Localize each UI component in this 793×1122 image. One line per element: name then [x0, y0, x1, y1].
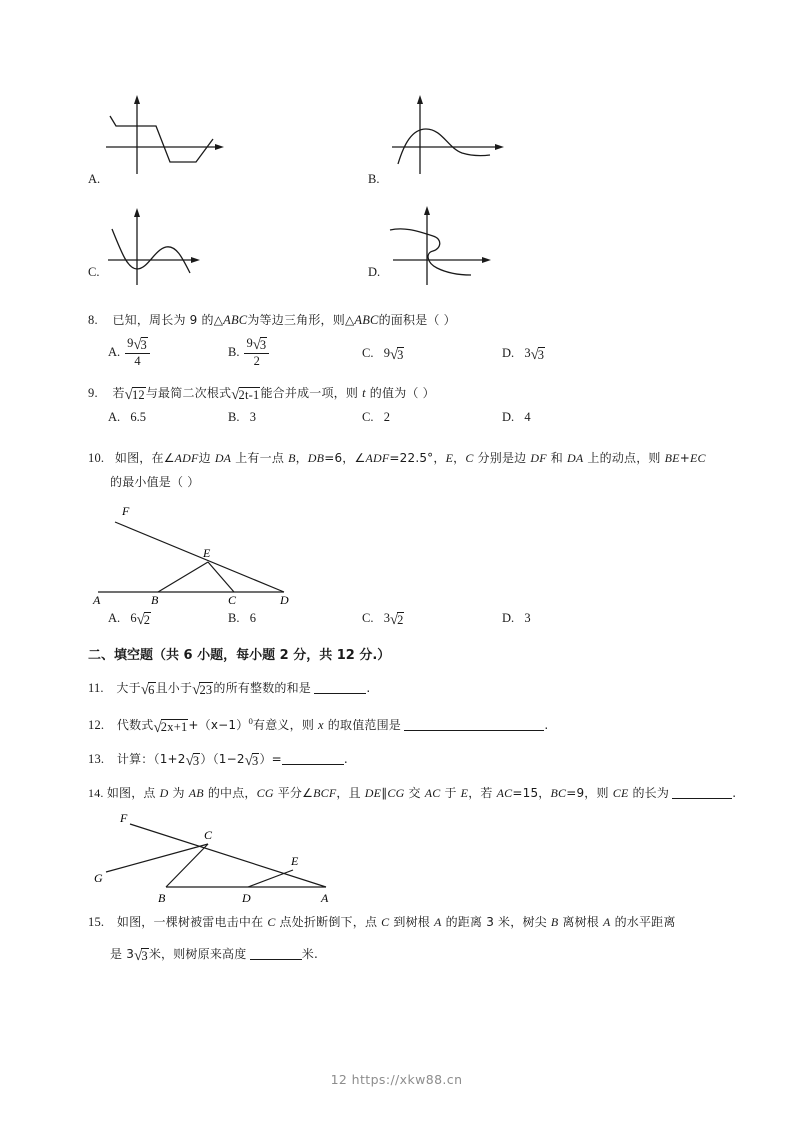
q10-label-D: D	[280, 593, 289, 605]
q10-label-E: E	[203, 546, 211, 560]
math-symbol: AC	[496, 786, 513, 800]
q10-opt-c-root: 2	[397, 612, 404, 627]
q9-option-d-value: 4	[524, 410, 531, 424]
q8-opt-b-num-coef: 9	[246, 336, 253, 350]
math-symbol: C	[381, 915, 390, 929]
stem-text: 于	[440, 786, 461, 800]
q11-radical-1: 6	[148, 682, 155, 697]
q8-option-a-label: A.	[108, 344, 121, 359]
q14-label-G: G	[94, 871, 103, 885]
stem-text: ，且	[336, 786, 365, 800]
q14-number: 14.	[88, 786, 104, 800]
q9-variable: t	[362, 386, 366, 400]
q10-label-A: A	[93, 593, 101, 605]
q8-opt-c-root: 3	[397, 347, 404, 362]
page-footer-watermark: 12 https://xkw88.cn	[330, 1072, 463, 1087]
stem-text: 上的动点，则	[583, 451, 665, 465]
q14-label-B: B	[158, 891, 166, 905]
q14-label-C: C	[204, 828, 213, 842]
q14-label-E: E	[291, 854, 299, 868]
q10-opt-b-value: 6	[249, 611, 256, 625]
stem-text: ，若	[468, 786, 497, 800]
q11-text-b: 且小于	[155, 681, 193, 695]
q10-label-F: F	[122, 505, 130, 518]
q12-radical-1: 2x+1	[160, 719, 188, 734]
q9-option-a-label: A.	[108, 410, 121, 424]
question-10-stem-line2	[110, 472, 199, 492]
q9-radical-2: 2t-1	[238, 387, 260, 402]
q12-exponent: 0	[248, 716, 254, 726]
q7-option-b-label: B.	[368, 172, 380, 186]
question-11: 11. 大于√6且小于√23的所有整数的和是 .	[88, 678, 370, 700]
q10-stem-line1-text	[115, 451, 706, 465]
question-10-stem-line1	[88, 448, 706, 468]
q14-label-A: A	[321, 891, 329, 905]
stem-text: ，	[453, 451, 466, 465]
q12-text-e: .	[544, 718, 549, 733]
q9-option-b[interactable]	[228, 410, 256, 425]
q10-opt-c-coef: 3	[383, 611, 390, 625]
q9-option-b-value: 3	[249, 410, 256, 424]
q10-option-d[interactable]	[502, 611, 531, 626]
q9-option-c-label: C.	[362, 410, 374, 424]
stem-text: =15，	[512, 786, 551, 800]
q12-variable: x	[318, 718, 324, 733]
q13-text-a: 计算：（1+2	[116, 752, 186, 766]
stem-text: 点处折断倒下，点	[275, 915, 382, 929]
q15-line2-c: 米.	[301, 947, 318, 961]
q9-text-b: 与最简二次根式	[145, 386, 232, 400]
stem-text: 的水平距离	[610, 915, 676, 929]
q9-text-c: 能合并成一项，则	[260, 386, 363, 400]
q14-label-F: F	[120, 812, 128, 825]
math-symbol: DA	[567, 451, 584, 465]
math-symbol: DA	[214, 451, 232, 465]
math-symbol: E	[445, 451, 454, 465]
q10-option-d-label: D.	[502, 611, 515, 625]
math-symbol: B	[288, 451, 296, 465]
question-13: 13. 计算：（1+2√3）（1−2√3）= .	[88, 749, 348, 771]
math-symbol: AC	[424, 786, 441, 800]
q8-abc-2: ABC	[354, 313, 379, 327]
math-symbol: BCF	[313, 786, 337, 800]
stem-text: 如图，在∠	[114, 451, 175, 465]
q12-text-b: +（x−1）	[188, 718, 249, 733]
q10-label-C: C	[228, 593, 237, 605]
q14-figure	[88, 812, 408, 917]
math-symbol: C	[267, 915, 276, 929]
q9-option-d[interactable]	[502, 410, 531, 425]
q11-text-c: 的所有整数的和是	[213, 681, 311, 695]
q10-option-c[interactable]: C. 3√2	[362, 611, 404, 629]
stem-text: ，	[295, 451, 308, 465]
q8-option-c-label: C.	[362, 346, 374, 360]
q14-stem-text	[107, 786, 669, 800]
q12-text-d: 的取值范围是	[323, 718, 402, 733]
q15-number: 15.	[88, 915, 105, 929]
q9-text-a: 若	[112, 386, 125, 400]
question-15-line2: 是 3√3米，则树原来高度 米.	[110, 947, 318, 965]
q13-number: 13.	[88, 752, 105, 766]
q9-option-c[interactable]	[362, 410, 390, 425]
q8-opt-d-coef: 3	[524, 346, 531, 360]
q13-text-b: ）（1−2	[200, 752, 245, 766]
stem-text: 离树根	[558, 915, 604, 929]
q7-option-b-graph	[390, 92, 520, 177]
q15-line2-radical: 3	[141, 948, 148, 963]
q14-answer-blank[interactable]	[672, 786, 732, 798]
stem-text: 交	[404, 786, 425, 800]
q15-line2-b: 米，则树原来高度	[148, 947, 247, 961]
q8-option-d-label: D.	[502, 346, 515, 360]
q11-text-d: .	[366, 681, 371, 695]
q7-option-c-label: C.	[88, 265, 100, 279]
q10-opt-d-value: 3	[524, 611, 531, 625]
question-8-stem	[88, 310, 456, 330]
q9-text-d: 的值为（ ）	[365, 386, 435, 400]
q8-stem-part2: 为等边三角形，则△	[247, 313, 355, 327]
q7-option-d-graph	[385, 205, 515, 287]
q9-option-b-label: B.	[228, 410, 240, 424]
math-symbol: E	[460, 786, 469, 800]
q10-option-a[interactable]: A. 6√2	[108, 611, 151, 629]
stem-text: 为	[168, 786, 189, 800]
q8-stem-part1: 已知，周长为 9 的△	[112, 313, 224, 327]
q13-radical-2: 3	[252, 753, 259, 768]
q9-option-a[interactable]	[108, 410, 146, 425]
question-9-stem: 9. 若√12与最简二次根式√2t-1能合并成一项，则 t 的值为（ ）	[88, 383, 435, 405]
q12-number: 12.	[88, 718, 105, 733]
math-symbol: B	[550, 915, 559, 929]
q8-number: 8.	[88, 313, 98, 327]
q8-option-b[interactable]: B. $\frac{9√3}{2}$	[228, 336, 270, 369]
q8-option-b-label: B.	[228, 344, 240, 359]
q13-text-c: ）=	[259, 752, 282, 766]
question-15-line1	[88, 912, 676, 932]
q15-line1-text	[117, 915, 676, 929]
q12-answer-blank[interactable]	[404, 718, 544, 731]
q9-option-c-value: 2	[383, 410, 390, 424]
math-symbol: AB	[188, 786, 204, 800]
q11-number: 11.	[88, 681, 104, 695]
stem-text: 如图，一棵树被雷电击中在	[116, 915, 268, 929]
q12-text-c: 有意义，则	[253, 718, 319, 733]
q12-text-a: 代数式	[116, 718, 154, 733]
q8-opt-a-denominator: 4	[134, 354, 141, 369]
q15-answer-blank[interactable]	[250, 947, 302, 960]
math-symbol: CG	[256, 786, 274, 800]
stem-text: 分别是边	[473, 451, 531, 465]
q13-answer-blank[interactable]	[282, 752, 344, 765]
math-symbol: DE	[364, 786, 382, 800]
q8-option-c[interactable]: C. 9√3	[362, 346, 404, 364]
stem-text: 边	[198, 451, 215, 465]
stem-text: 的长为	[628, 786, 670, 800]
q13-radical-1: 3	[192, 753, 200, 768]
q8-option-d[interactable]: D. 3√3	[502, 346, 545, 364]
q7-option-d-label: D.	[368, 265, 381, 279]
math-symbol: EC	[689, 451, 706, 465]
q9-radical-1: 12	[131, 387, 145, 402]
stem-text: =6，∠	[324, 451, 366, 465]
q15-line2-a: 是 3	[110, 947, 135, 961]
q11-text-a: 大于	[116, 681, 141, 695]
q10-option-c-label: C.	[362, 611, 374, 625]
q8-stem-part3: 的面积是（ ）	[378, 313, 456, 327]
math-symbol: ADF	[365, 451, 390, 465]
math-symbol: A	[434, 915, 442, 929]
q14-trailing: .	[732, 786, 737, 800]
q10-number: 10.	[88, 451, 105, 465]
q10-option-b[interactable]	[228, 611, 256, 626]
q8-opt-a-num-root: 3	[140, 337, 147, 352]
stem-text: 上有一点	[231, 451, 289, 465]
q8-opt-c-coef: 9	[383, 346, 390, 360]
stem-text: =9，则	[566, 786, 613, 800]
q10-opt-a-coef: 6	[130, 611, 137, 625]
math-symbol: DB	[307, 451, 325, 465]
q10-option-b-label: B.	[228, 611, 240, 625]
q9-number: 9.	[88, 386, 98, 400]
math-symbol: CE	[612, 786, 629, 800]
q11-radical-2: 23	[199, 682, 213, 697]
q14-label-D: D	[242, 891, 251, 905]
q8-option-a[interactable]: A. $\frac{9√3}{4}$	[108, 336, 151, 369]
math-symbol: ADF	[174, 451, 199, 465]
q10-option-a-label: A.	[108, 611, 121, 625]
stem-text: 和	[546, 451, 568, 465]
section-2-heading: 二、填空题（共 6 小题，每小题 2 分，共 12 分.）	[88, 648, 391, 663]
math-symbol: C	[465, 451, 474, 465]
math-symbol: DF	[530, 451, 547, 465]
q11-answer-blank[interactable]	[314, 681, 366, 694]
math-symbol: BC	[550, 786, 567, 800]
q10-label-B: B	[151, 593, 159, 605]
q8-opt-d-root: 3	[537, 347, 545, 362]
math-symbol: CG	[387, 786, 405, 800]
stem-text: 到树根	[389, 915, 435, 929]
stem-text: 平分∠	[273, 786, 314, 800]
q9-option-d-label: D.	[502, 410, 515, 424]
stem-text: ∥	[381, 786, 388, 800]
q8-opt-a-num-coef: 9	[127, 336, 134, 350]
stem-text: 如图，点	[106, 786, 160, 800]
stem-text: 的距离 3 米，树尖	[441, 915, 551, 929]
question-12: 12. 代数式$√2x+1+(x-1)^0$有意义，则 x 的取值范围是 .	[88, 716, 549, 736]
math-symbol: D	[159, 786, 169, 800]
math-symbol: BE	[664, 451, 680, 465]
q7-option-a-graph	[100, 92, 230, 177]
q8-opt-b-denominator: 2	[253, 354, 260, 369]
q7-option-c-graph	[100, 207, 230, 287]
q9-option-a-value: 6.5	[130, 410, 147, 424]
question-14-stem	[88, 783, 736, 803]
q7-option-a-label: A.	[88, 172, 101, 186]
q10-opt-a-root: 2	[143, 612, 151, 627]
q8-abc-1: ABC	[223, 313, 248, 327]
q8-opt-b-num-root: 3	[259, 337, 267, 352]
stem-text: =22.5°，	[389, 451, 446, 465]
q10-stem-line2-text: 的最小值是（ ）	[110, 475, 200, 489]
math-symbol: A	[603, 915, 611, 929]
stem-text: +	[679, 451, 690, 465]
stem-text: 的中点，	[203, 786, 257, 800]
q10-figure	[88, 505, 388, 605]
q13-text-d: .	[343, 752, 348, 766]
